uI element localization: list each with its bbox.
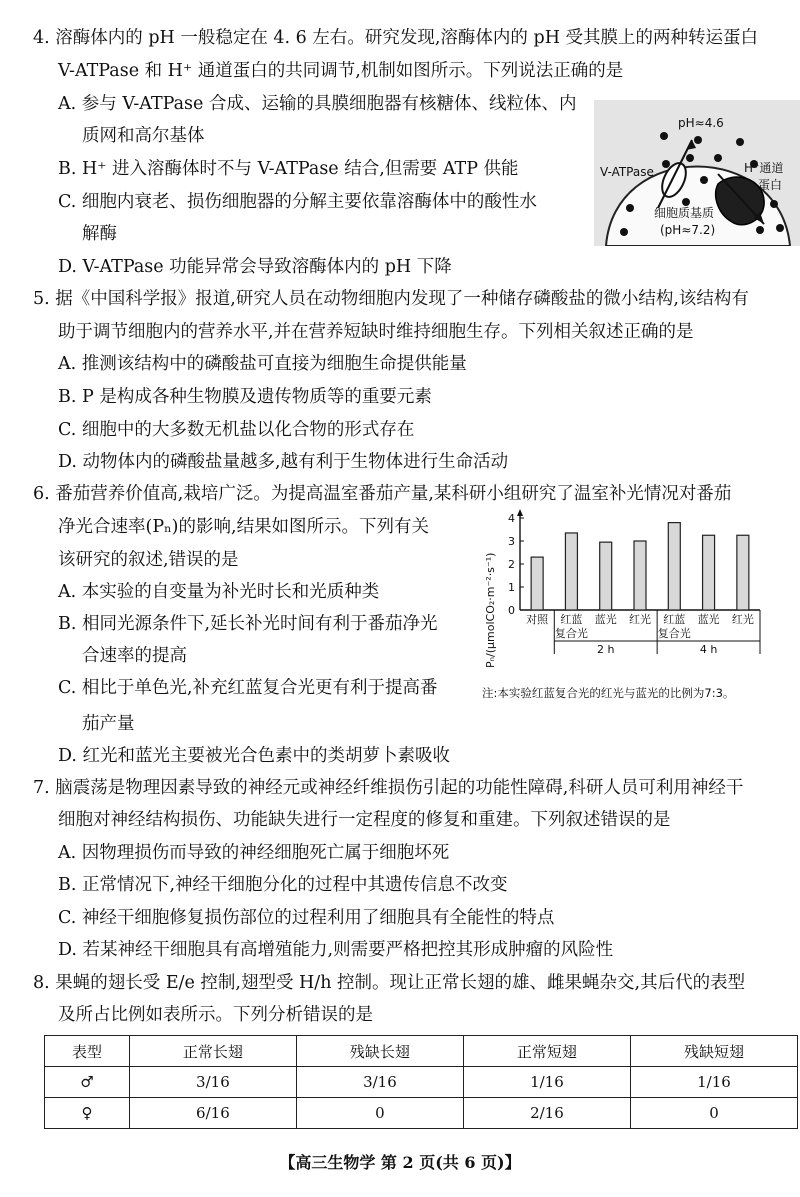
q6-option-c: C. 相比于单色光,补充红蓝复合光更有利于提高番 xyxy=(58,678,438,698)
matrix-label-2: (pH≈7.2) xyxy=(660,223,716,237)
chart-note: 注:本实验红蓝复合光的红光与蓝光的比例为7:3。 xyxy=(482,686,735,700)
table-cell: 0 xyxy=(296,1098,463,1129)
ph-inside-label: pH≈4.6 xyxy=(678,116,724,130)
table-cell: ♂ xyxy=(45,1067,130,1098)
table-header-cell: 正常长翅 xyxy=(129,1036,296,1067)
q6-stem-line3: 该研究的叙述,错误的是 xyxy=(58,550,239,570)
q5-option-c: C. 细胞中的大多数无机盐以化合物的形式存在 xyxy=(58,420,415,440)
q6-option-a: A. 本实验的自变量为补光时长和光质种类 xyxy=(58,582,380,602)
lysosome-figure xyxy=(594,100,800,246)
q5-option-b: B. P 是构成各种生物膜及遗传物质等的重要元素 xyxy=(58,387,432,407)
q6-option-b-cont: 合速率的提高 xyxy=(82,646,187,666)
table-header-row xyxy=(45,1036,798,1067)
table-header-cell: 残缺长翅 xyxy=(296,1036,463,1067)
q6-stem-line1: 6. 番茄营养价值高,栽培广泛。为提高温室番茄产量,某科研小组研究了温室补光情况对番茄 xyxy=(33,484,732,504)
x-tick-label: 红光 xyxy=(629,613,651,626)
chart-ylabel: Pₙ/(μmolCO₂·m⁻²·s⁻¹) xyxy=(484,552,497,668)
q5-option-d: D. 动物体内的磷酸盐量越多,越有利于生物体进行生命活动 xyxy=(58,452,509,472)
table-header-cell: 表型 xyxy=(45,1036,130,1067)
channel-label-1: H⁺通道 xyxy=(744,161,784,175)
bar xyxy=(565,533,577,610)
bar xyxy=(531,557,543,610)
bar xyxy=(600,542,612,610)
y-tick-label: 3 xyxy=(508,535,515,548)
table-cell: 3/16 xyxy=(129,1067,296,1098)
q4-option-c: C. 细胞内衰老、损伤细胞器的分解主要依靠溶酶体中的酸性水 xyxy=(58,192,537,212)
q7-option-c: C. 神经干细胞修复损伤部位的过程利用了细胞具有全能性的特点 xyxy=(58,908,555,928)
phenotype-table xyxy=(44,1035,798,1129)
y-tick-label: 4 xyxy=(508,512,515,525)
q7-option-a: A. 因物理损伤而导致的神经细胞死亡属于细胞坏死 xyxy=(58,843,450,863)
x-tick-label-line2: 复合光 xyxy=(657,627,691,640)
table-cell: 0 xyxy=(630,1098,797,1129)
matrix-label-1: 细胞质基质 xyxy=(654,206,715,220)
q4-option-a-cont: 质网和高尔基体 xyxy=(82,126,205,146)
pn-bar-chart xyxy=(480,508,800,683)
x-tick-label: 红光 xyxy=(731,613,754,626)
q6-stem-line2: 净光合速率(Pₙ)的影响,结果如图所示。下列有关 xyxy=(58,517,430,537)
y-tick-label: 1 xyxy=(508,581,515,594)
table-header-cell: 残缺短翅 xyxy=(630,1036,797,1067)
y-tick-label: 2 xyxy=(508,558,515,571)
group-label-4h: 4 h xyxy=(699,643,718,656)
x-tick-label: 红蓝 xyxy=(560,613,583,626)
q4-option-c-cont: 解酶 xyxy=(82,224,117,244)
q7-option-b: B. 正常情况下,神经干细胞分化的过程中其遗传信息不改变 xyxy=(58,875,508,895)
x-tick-label: 红蓝 xyxy=(663,613,686,626)
q4-option-d: D. V-ATPase 功能异常会导致溶酶体内的 pH 下降 xyxy=(58,257,452,277)
lysosome-diagram xyxy=(594,100,800,246)
bar xyxy=(668,523,680,610)
q4-stem-line2: V-ATPase 和 H⁺ 通道蛋白的共同调节,机制如图所示。下列说法正确的是 xyxy=(58,61,624,81)
channel-label-2: 蛋白 xyxy=(758,178,783,192)
q4-stem-line1: 4. 溶酶体内的 pH 一般稳定在 4. 6 左右。研究发现,溶酶体内的 pH 受其膜上的两种转运蛋白 xyxy=(33,28,759,48)
q7-stem-line1: 7. 脑震荡是物理因素导致的神经元或神经纤维损伤引起的功能性障碍,科研人员可利用神经干 xyxy=(33,778,744,798)
page-footer: 【高三生物学 第 2 页(共 6 页)】 xyxy=(279,1153,521,1172)
table-header-cell: 正常短翅 xyxy=(463,1036,630,1067)
q4-option-b: B. H⁺ 进入溶酶体时不与 V-ATPase 结合,但需要 ATP 供能 xyxy=(58,159,519,179)
q4-option-a: A. 参与 V-ATPase 合成、运输的具膜细胞器有核糖体、线粒体、内 xyxy=(58,94,577,114)
y-axis-arrow xyxy=(517,509,523,516)
q6-option-b: B. 相同光源条件下,延长补光时间有利于番茄净光 xyxy=(58,614,438,634)
x-tick-label-line2: 复合光 xyxy=(554,627,588,640)
q6-option-d: D. 红光和蓝光主要被光合色素中的类胡萝卜素吸收 xyxy=(58,746,451,766)
table-cell: 2/16 xyxy=(463,1098,630,1129)
table-cell: 6/16 xyxy=(129,1098,296,1129)
x-tick-label: 对照 xyxy=(526,613,549,626)
q5-stem-line1: 5. 据《中国科学报》报道,研究人员在动物细胞内发现了一种储存磷酸盐的微小结构,该结构有 xyxy=(33,289,749,309)
q5-stem-line2: 助于调节细胞内的营养水平,并在营养短缺时维持细胞生存。下列相关叙述正确的是 xyxy=(58,322,694,342)
table-row xyxy=(45,1067,798,1098)
group-label-2h: 2 h xyxy=(596,643,615,656)
table-cell: 3/16 xyxy=(296,1067,463,1098)
q7-stem-line2: 细胞对神经结构损伤、功能缺失进行一定程度的修复和重建。下列叙述错误的是 xyxy=(58,810,671,830)
table-row xyxy=(45,1098,798,1129)
pn-chart-svg xyxy=(480,508,800,683)
q8-stem-line1: 8. 果蝇的翅长受 E/e 控制,翅型受 H/h 控制。现让正常长翅的雄、雌果蝇杂交,其后代的表型 xyxy=(33,973,746,993)
bar xyxy=(737,535,749,610)
vatpase-label: V-ATPase xyxy=(600,165,654,179)
q6-option-c-cont: 茄产量 xyxy=(82,714,135,734)
x-tick-label: 蓝光 xyxy=(697,613,720,626)
table-cell: 1/16 xyxy=(463,1067,630,1098)
table-cell: ♀ xyxy=(45,1098,130,1129)
table-cell: 1/16 xyxy=(630,1067,797,1098)
q7-option-d: D. 若某神经干细胞具有高增殖能力,则需要严格把控其形成肿瘤的风险性 xyxy=(58,940,614,960)
q5-option-a: A. 推测该结构中的磷酸盐可直接为细胞生命提供能量 xyxy=(58,354,467,374)
y-tick-label: 0 xyxy=(508,604,515,617)
bar xyxy=(703,535,715,610)
q8-stem-line2: 及所占比例如表所示。下列分析错误的是 xyxy=(58,1005,373,1025)
x-tick-label: 蓝光 xyxy=(594,613,617,626)
bar xyxy=(634,541,646,610)
